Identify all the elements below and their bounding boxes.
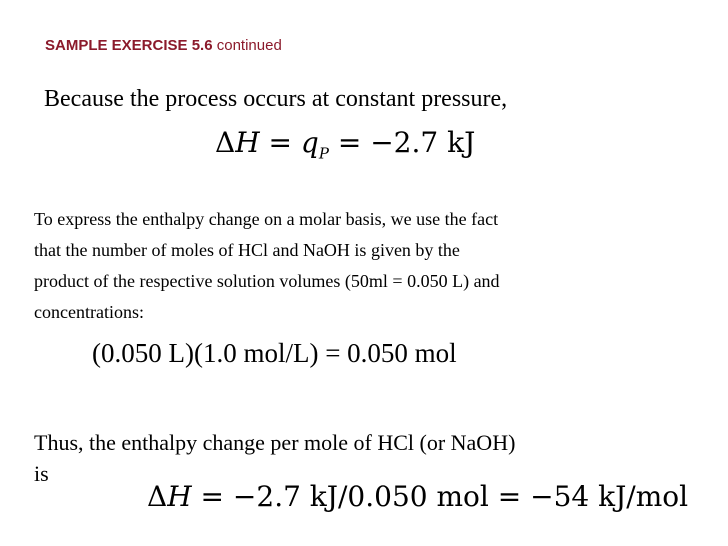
equation-rhs: = −2.7 kJ [328, 126, 476, 159]
paragraph-line: product of the respective solution volumes (50ml = 0.050 L) and [34, 271, 500, 291]
exercise-label: SAMPLE EXERCISE 5.6 [45, 37, 213, 54]
delta-symbol: Δ [147, 480, 168, 513]
heat-symbol: q [300, 126, 319, 159]
conclusion-line: is [34, 461, 49, 486]
delta-symbol: Δ [215, 126, 236, 159]
explanation-paragraph [34, 204, 684, 328]
conclusion-line: Thus, the enthalpy change per mole of HCl (or NaOH) [34, 430, 516, 455]
pressure-subscript: P [318, 144, 329, 163]
exercise-header [45, 37, 282, 54]
molar-enthalpy-equation [147, 480, 688, 513]
enthalpy-symbol: H [235, 126, 260, 159]
paragraph-line: that the number of moles of HCl and NaOH is given by the [34, 240, 460, 260]
moles-calculation: (0.050 L)(1.0 mol/L) = 0.050 mol [92, 338, 457, 368]
enthalpy-symbol: H [167, 480, 192, 513]
paragraph-line: To express the enthalpy change on a molar basis, we use the fact [34, 209, 499, 229]
equation-rhs: = −2.7 kJ/0.050 mol = −54 kJ/mol [191, 480, 689, 513]
enthalpy-equation [215, 126, 475, 163]
continued-label: continued [216, 37, 282, 54]
equals-sign: = [259, 126, 301, 159]
intro-line: Because the process occurs at constant pressure, [44, 86, 508, 112]
paragraph-line: concentrations: [34, 302, 144, 322]
